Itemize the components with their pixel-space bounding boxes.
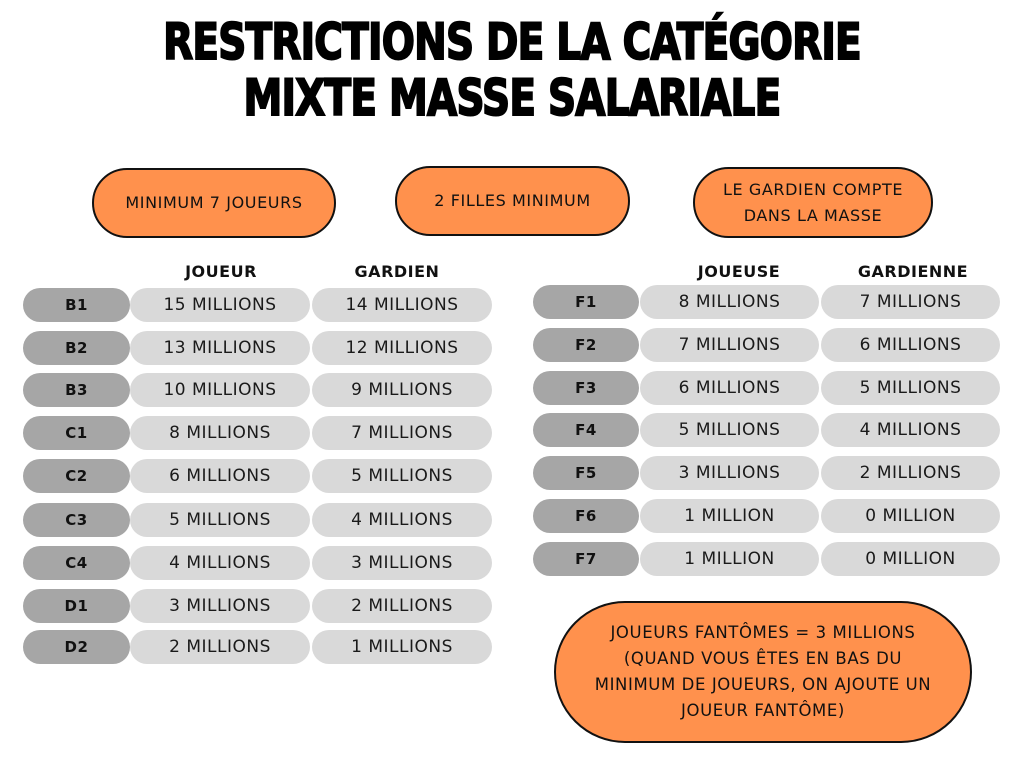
badge-min-players-text: MINIMUM 7 JOUEURS — [125, 193, 303, 212]
ghost-player-note — [554, 601, 972, 743]
player-salary-cell: 15 MILLIONS — [130, 288, 310, 322]
tier-label: F4 — [533, 413, 639, 447]
goalie-salary-cell: 0 MILLION — [821, 542, 1000, 576]
goalie-salary-cell: 2 MILLIONS — [821, 456, 1000, 490]
tier-label: F1 — [533, 285, 639, 319]
tier-label: F3 — [533, 371, 639, 405]
title-line-2: MIXTE MASSE SALARIALE — [243, 69, 781, 127]
column-header-goalie: GARDIEN — [354, 262, 440, 281]
player-salary-cell: 1 MILLION — [640, 542, 819, 576]
player-salary-cell: 5 MILLIONS — [640, 413, 819, 447]
player-salary-cell: 5 MILLIONS — [130, 503, 310, 537]
page-title — [113, 14, 912, 126]
goalie-salary-cell: 5 MILLIONS — [821, 371, 1000, 405]
player-salary-cell: 1 MILLION — [640, 499, 819, 533]
ghost-note-line-3: MINIMUM DE JOUEURS, ON AJOUTE UN — [594, 675, 932, 694]
badge-min-players — [92, 168, 336, 238]
tier-label: F5 — [533, 456, 639, 490]
player-salary-cell: 3 MILLIONS — [130, 589, 310, 623]
tier-label: C4 — [23, 546, 130, 580]
tier-label: B3 — [23, 373, 130, 407]
ghost-note-line-4: JOUEUR FANTÔME) — [681, 701, 845, 720]
goalie-salary-cell: 12 MILLIONS — [312, 331, 492, 365]
badge-goalie-counts-line-1: LE GARDIEN COMPTE — [722, 179, 904, 199]
player-salary-cell: 6 MILLIONS — [130, 459, 310, 493]
player-salary-cell: 4 MILLIONS — [130, 546, 310, 580]
goalie-salary-cell: 4 MILLIONS — [312, 503, 492, 537]
player-salary-cell: 10 MILLIONS — [130, 373, 310, 407]
title-line-1: RESTRICTIONS DE LA CATÉGORIE — [163, 13, 861, 71]
ghost-note-line-1: JOUEURS FANTÔMES = 3 MILLIONS — [610, 623, 916, 642]
column-header-player: JOUEUR — [185, 262, 257, 281]
tier-label: F7 — [533, 542, 639, 576]
column-header-goalie-female: GARDIENNE — [857, 262, 969, 281]
goalie-salary-cell: 9 MILLIONS — [312, 373, 492, 407]
goalie-salary-cell: 2 MILLIONS — [312, 589, 492, 623]
goalie-salary-cell: 3 MILLIONS — [312, 546, 492, 580]
badge-min-girls — [395, 166, 630, 236]
goalie-salary-cell: 4 MILLIONS — [821, 413, 1000, 447]
player-salary-cell: 2 MILLIONS — [130, 630, 310, 664]
tier-label: B1 — [23, 288, 130, 322]
player-salary-cell: 7 MILLIONS — [640, 328, 819, 362]
tier-label: D1 — [23, 589, 130, 623]
player-salary-cell: 3 MILLIONS — [640, 456, 819, 490]
tier-label: C2 — [23, 459, 130, 493]
goalie-salary-cell: 14 MILLIONS — [312, 288, 492, 322]
player-salary-cell: 6 MILLIONS — [640, 371, 819, 405]
tier-label: F6 — [533, 499, 639, 533]
goalie-salary-cell: 7 MILLIONS — [821, 285, 1000, 319]
badge-goalie-counts — [693, 167, 933, 238]
ghost-note-line-2: (QUAND VOUS ÊTES EN BAS DU — [623, 649, 903, 668]
badge-min-girls-text: 2 FILLES MINIMUM — [434, 191, 591, 210]
goalie-salary-cell: 7 MILLIONS — [312, 416, 492, 450]
badge-goalie-counts-line-2: DANS LA MASSE — [743, 205, 883, 225]
tier-label: C1 — [23, 416, 130, 450]
goalie-salary-cell: 0 MILLION — [821, 499, 1000, 533]
column-header-player-female: JOUEUSE — [697, 262, 781, 281]
player-salary-cell: 8 MILLIONS — [130, 416, 310, 450]
goalie-salary-cell: 5 MILLIONS — [312, 459, 492, 493]
goalie-salary-cell: 6 MILLIONS — [821, 328, 1000, 362]
tier-label: D2 — [23, 630, 130, 664]
tier-label: C3 — [23, 503, 130, 537]
tier-label: F2 — [533, 328, 639, 362]
tier-label: B2 — [23, 331, 130, 365]
goalie-salary-cell: 1 MILLIONS — [312, 630, 492, 664]
player-salary-cell: 8 MILLIONS — [640, 285, 819, 319]
player-salary-cell: 13 MILLIONS — [130, 331, 310, 365]
